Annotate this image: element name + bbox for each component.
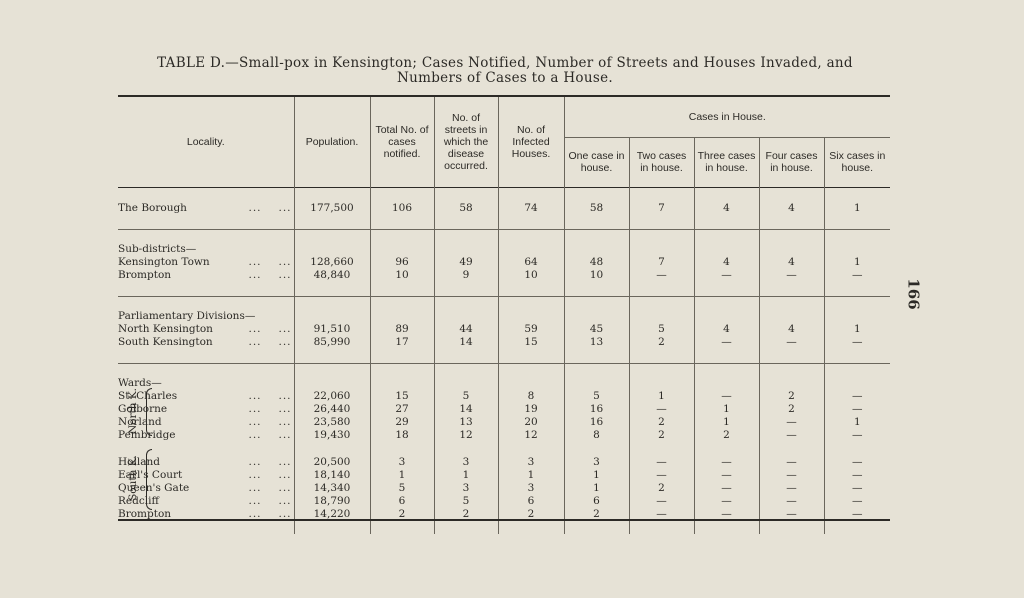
locality-cell bbox=[118, 456, 294, 469]
streets-cell: 44 bbox=[434, 323, 498, 336]
population-cell: 18,790 bbox=[294, 495, 370, 508]
three-cases-cell: — bbox=[694, 269, 759, 282]
leader-dots: ... bbox=[278, 335, 292, 348]
title-line-2: Numbers of Cases to a House. bbox=[397, 70, 613, 86]
one-case-cell: 16 bbox=[564, 403, 629, 416]
infected-houses-cell: 2 bbox=[498, 508, 564, 521]
total-cases-cell: 89 bbox=[370, 323, 434, 336]
leader-dots: ... bbox=[278, 201, 292, 214]
infected-houses-cell: 15 bbox=[498, 336, 564, 349]
three-cases-cell: 1 bbox=[694, 403, 759, 416]
four-cases-cell: — bbox=[759, 429, 824, 442]
streets-cell: 3 bbox=[434, 482, 498, 495]
population-cell: 23,580 bbox=[294, 416, 370, 429]
locality-name: North Kensington bbox=[118, 322, 213, 335]
bottom-rule bbox=[118, 519, 890, 521]
four-cases-cell: — bbox=[759, 336, 824, 349]
streets-cell: 49 bbox=[434, 256, 498, 269]
leader-dots: ... bbox=[278, 268, 292, 281]
group-label-parliamentary: Parliamentary Divisions— bbox=[118, 309, 256, 322]
streets-cell: 13 bbox=[434, 416, 498, 429]
locality-name: Brompton bbox=[118, 507, 172, 520]
leader-dots: ... bbox=[278, 428, 292, 441]
locality-name: The Borough bbox=[118, 201, 187, 214]
population-cell: 22,060 bbox=[294, 390, 370, 403]
leader-dots: ... bbox=[248, 428, 262, 441]
two-cases-cell: 7 bbox=[629, 202, 694, 215]
two-cases-cell: — bbox=[629, 269, 694, 282]
smallpox-table bbox=[118, 97, 890, 534]
three-cases-cell: 2 bbox=[694, 429, 759, 442]
six-cases-cell: — bbox=[824, 482, 890, 495]
infected-houses-cell: 8 bbox=[498, 390, 564, 403]
three-cases-cell: 4 bbox=[694, 256, 759, 269]
infected-houses-cell: 20 bbox=[498, 416, 564, 429]
six-cases-cell: 1 bbox=[824, 256, 890, 269]
table-row bbox=[118, 336, 890, 349]
infected-houses-cell: 12 bbox=[498, 429, 564, 442]
three-cases-cell: — bbox=[694, 482, 759, 495]
total-cases-cell: 3 bbox=[370, 456, 434, 469]
locality-name: St. Charles bbox=[118, 389, 178, 402]
four-cases-cell: — bbox=[759, 482, 824, 495]
leader-dots: ... bbox=[278, 322, 292, 335]
page-number: 166 bbox=[904, 278, 923, 310]
table-row bbox=[118, 416, 890, 429]
total-cases-cell: 106 bbox=[370, 202, 434, 215]
group-label-wards: Wards— bbox=[118, 376, 162, 389]
leader-dots: ... bbox=[248, 455, 262, 468]
locality-cell bbox=[118, 323, 294, 336]
leader-dots: ... bbox=[248, 322, 262, 335]
table-row bbox=[118, 469, 890, 482]
six-cases-cell: 1 bbox=[824, 202, 890, 215]
total-cases-cell: 17 bbox=[370, 336, 434, 349]
three-cases-cell: — bbox=[694, 495, 759, 508]
streets-cell: 12 bbox=[434, 429, 498, 442]
locality-name: Norland bbox=[118, 415, 162, 428]
one-case-cell: 2 bbox=[564, 508, 629, 521]
total-cases-cell: 10 bbox=[370, 269, 434, 282]
four-cases-cell: — bbox=[759, 416, 824, 429]
leader-dots: ... bbox=[248, 201, 262, 214]
locality-name: Brompton bbox=[118, 268, 172, 281]
leader-dots: ... bbox=[278, 494, 292, 507]
three-cases-cell: — bbox=[694, 336, 759, 349]
header-one-case: One case in house. bbox=[564, 137, 629, 187]
six-cases-cell: 1 bbox=[824, 323, 890, 336]
locality-cell bbox=[118, 495, 294, 508]
locality-name: Earl's Court bbox=[118, 468, 183, 481]
four-cases-cell: — bbox=[759, 269, 824, 282]
two-cases-cell: — bbox=[629, 508, 694, 521]
two-cases-cell: 5 bbox=[629, 323, 694, 336]
locality-name: Golborne bbox=[118, 402, 168, 415]
table-title bbox=[120, 56, 890, 86]
two-cases-cell: 1 bbox=[629, 390, 694, 403]
two-cases-cell: 2 bbox=[629, 482, 694, 495]
four-cases-cell: 2 bbox=[759, 390, 824, 403]
leader-dots: ... bbox=[278, 481, 292, 494]
total-cases-cell: 18 bbox=[370, 429, 434, 442]
one-case-cell: 10 bbox=[564, 269, 629, 282]
six-cases-cell: — bbox=[824, 469, 890, 482]
population-cell: 19,430 bbox=[294, 429, 370, 442]
leader-dots: ... bbox=[248, 402, 262, 415]
population-cell: 18,140 bbox=[294, 469, 370, 482]
locality-cell bbox=[118, 256, 294, 269]
two-cases-cell: — bbox=[629, 403, 694, 416]
infected-houses-cell: 64 bbox=[498, 256, 564, 269]
title-line-1: TABLE D.—Small-pox in Kensington; Cases Notified, Number of Streets and Houses Invaded, and bbox=[157, 55, 853, 71]
table-row bbox=[118, 323, 890, 336]
population-cell: 91,510 bbox=[294, 323, 370, 336]
leader-dots: ... bbox=[278, 402, 292, 415]
south-k-label: South K. bbox=[126, 455, 139, 501]
leader-dots: ... bbox=[248, 494, 262, 507]
three-cases-cell: — bbox=[694, 456, 759, 469]
one-case-cell: 6 bbox=[564, 495, 629, 508]
population-cell: 48,840 bbox=[294, 269, 370, 282]
one-case-cell: 48 bbox=[564, 256, 629, 269]
four-cases-cell: 4 bbox=[759, 202, 824, 215]
leader-dots: ... bbox=[248, 389, 262, 402]
locality-cell bbox=[118, 202, 294, 215]
infected-houses-cell: 6 bbox=[498, 495, 564, 508]
three-cases-cell: 4 bbox=[694, 323, 759, 336]
locality-cell bbox=[118, 482, 294, 495]
streets-cell: 14 bbox=[434, 336, 498, 349]
header-houses: No. of Infected Houses. bbox=[498, 97, 564, 187]
locality-name: Redcliff bbox=[118, 494, 159, 507]
header-population: Population. bbox=[294, 97, 370, 187]
one-case-cell: 1 bbox=[564, 482, 629, 495]
two-cases-cell: — bbox=[629, 456, 694, 469]
streets-cell: 5 bbox=[434, 495, 498, 508]
locality-name: Queen's Gate bbox=[118, 481, 190, 494]
header-six-cases: Six cases in house. bbox=[824, 137, 890, 187]
leader-dots: ... bbox=[248, 255, 262, 268]
locality-name: Kensington Town bbox=[118, 255, 210, 268]
locality-cell bbox=[118, 269, 294, 282]
two-cases-cell: 2 bbox=[629, 336, 694, 349]
total-cases-cell: 96 bbox=[370, 256, 434, 269]
three-cases-cell: — bbox=[694, 508, 759, 521]
header-two-cases: Two cases in house. bbox=[629, 137, 694, 187]
total-cases-cell: 2 bbox=[370, 508, 434, 521]
table-row bbox=[118, 256, 890, 269]
population-cell: 14,340 bbox=[294, 482, 370, 495]
two-cases-cell: 7 bbox=[629, 256, 694, 269]
infected-houses-cell: 19 bbox=[498, 403, 564, 416]
streets-cell: 1 bbox=[434, 469, 498, 482]
leader-dots: ... bbox=[248, 507, 262, 520]
locality-name: Holland bbox=[118, 455, 160, 468]
leader-dots: ... bbox=[248, 335, 262, 348]
leader-dots: ... bbox=[248, 415, 262, 428]
six-cases-cell: — bbox=[824, 403, 890, 416]
leader-dots: ... bbox=[278, 468, 292, 481]
streets-cell: 3 bbox=[434, 456, 498, 469]
locality-name: Pembridge bbox=[118, 428, 176, 441]
leader-dots: ... bbox=[278, 507, 292, 520]
locality-cell bbox=[118, 390, 294, 403]
population-cell: 14,220 bbox=[294, 508, 370, 521]
table-row bbox=[118, 482, 890, 495]
leader-dots: ... bbox=[278, 255, 292, 268]
two-cases-cell: — bbox=[629, 469, 694, 482]
table-row bbox=[118, 495, 890, 508]
total-cases-cell: 27 bbox=[370, 403, 434, 416]
north-k-label: North K. bbox=[127, 387, 140, 435]
population-cell: 20,500 bbox=[294, 456, 370, 469]
infected-houses-cell: 74 bbox=[498, 202, 564, 215]
total-cases-cell: 1 bbox=[370, 469, 434, 482]
infected-houses-cell: 59 bbox=[498, 323, 564, 336]
six-cases-cell: — bbox=[824, 336, 890, 349]
streets-cell: 5 bbox=[434, 390, 498, 403]
population-cell: 26,440 bbox=[294, 403, 370, 416]
total-cases-cell: 29 bbox=[370, 416, 434, 429]
table-row bbox=[118, 403, 890, 416]
locality-cell bbox=[118, 469, 294, 482]
header-total-cases: Total No. of cases notified. bbox=[370, 97, 434, 187]
population-cell: 128,660 bbox=[294, 256, 370, 269]
streets-cell: 2 bbox=[434, 508, 498, 521]
two-cases-cell: 2 bbox=[629, 429, 694, 442]
table-row bbox=[118, 456, 890, 469]
infected-houses-cell: 1 bbox=[498, 469, 564, 482]
infected-houses-cell: 10 bbox=[498, 269, 564, 282]
leader-dots: ... bbox=[278, 455, 292, 468]
leader-dots: ... bbox=[248, 481, 262, 494]
three-cases-cell: — bbox=[694, 390, 759, 403]
leader-dots: ... bbox=[248, 268, 262, 281]
streets-cell: 14 bbox=[434, 403, 498, 416]
table-row bbox=[118, 269, 890, 282]
total-cases-cell: 15 bbox=[370, 390, 434, 403]
table-row bbox=[118, 429, 890, 442]
six-cases-cell: — bbox=[824, 269, 890, 282]
south-k-brace bbox=[146, 449, 152, 510]
two-cases-cell: — bbox=[629, 495, 694, 508]
four-cases-cell: 4 bbox=[759, 256, 824, 269]
streets-cell: 9 bbox=[434, 269, 498, 282]
six-cases-cell: — bbox=[824, 429, 890, 442]
locality-cell bbox=[118, 403, 294, 416]
infected-houses-cell: 3 bbox=[498, 456, 564, 469]
six-cases-cell: — bbox=[824, 495, 890, 508]
four-cases-cell: — bbox=[759, 469, 824, 482]
one-case-cell: 5 bbox=[564, 390, 629, 403]
table-row bbox=[118, 202, 890, 215]
three-cases-cell: — bbox=[694, 469, 759, 482]
header-four-cases: Four cases in house. bbox=[759, 137, 824, 187]
locality-cell bbox=[118, 429, 294, 442]
group-label-sub-districts: Sub-districts— bbox=[118, 242, 197, 255]
four-cases-cell: — bbox=[759, 495, 824, 508]
leader-dots: ... bbox=[278, 389, 292, 402]
header-three-cases: Three cases in house. bbox=[694, 137, 759, 187]
locality-cell bbox=[118, 416, 294, 429]
three-cases-cell: 4 bbox=[694, 202, 759, 215]
four-cases-cell: 4 bbox=[759, 323, 824, 336]
header-locality: Locality. bbox=[186, 135, 225, 148]
total-cases-cell: 5 bbox=[370, 482, 434, 495]
leader-dots: ... bbox=[248, 468, 262, 481]
header-cases-in-house: Cases in House. bbox=[564, 97, 890, 137]
streets-cell: 58 bbox=[434, 202, 498, 215]
six-cases-cell: — bbox=[824, 390, 890, 403]
infected-houses-cell: 3 bbox=[498, 482, 564, 495]
one-case-cell: 45 bbox=[564, 323, 629, 336]
one-case-cell: 13 bbox=[564, 336, 629, 349]
four-cases-cell: — bbox=[759, 508, 824, 521]
three-cases-cell: 1 bbox=[694, 416, 759, 429]
total-cases-cell: 6 bbox=[370, 495, 434, 508]
six-cases-cell: — bbox=[824, 456, 890, 469]
north-k-brace bbox=[146, 388, 152, 436]
table-row bbox=[118, 390, 890, 403]
six-cases-cell: 1 bbox=[824, 416, 890, 429]
one-case-cell: 58 bbox=[564, 202, 629, 215]
header-streets: No. of streets in which the disease occurred. bbox=[434, 97, 498, 187]
four-cases-cell: — bbox=[759, 456, 824, 469]
one-case-cell: 1 bbox=[564, 469, 629, 482]
six-cases-cell: — bbox=[824, 508, 890, 521]
one-case-cell: 3 bbox=[564, 456, 629, 469]
two-cases-cell: 2 bbox=[629, 416, 694, 429]
one-case-cell: 8 bbox=[564, 429, 629, 442]
four-cases-cell: 2 bbox=[759, 403, 824, 416]
one-case-cell: 16 bbox=[564, 416, 629, 429]
population-cell: 177,500 bbox=[294, 202, 370, 215]
locality-cell bbox=[118, 336, 294, 349]
locality-name: South Kensington bbox=[118, 335, 213, 348]
population-cell: 85,990 bbox=[294, 336, 370, 349]
leader-dots: ... bbox=[278, 415, 292, 428]
